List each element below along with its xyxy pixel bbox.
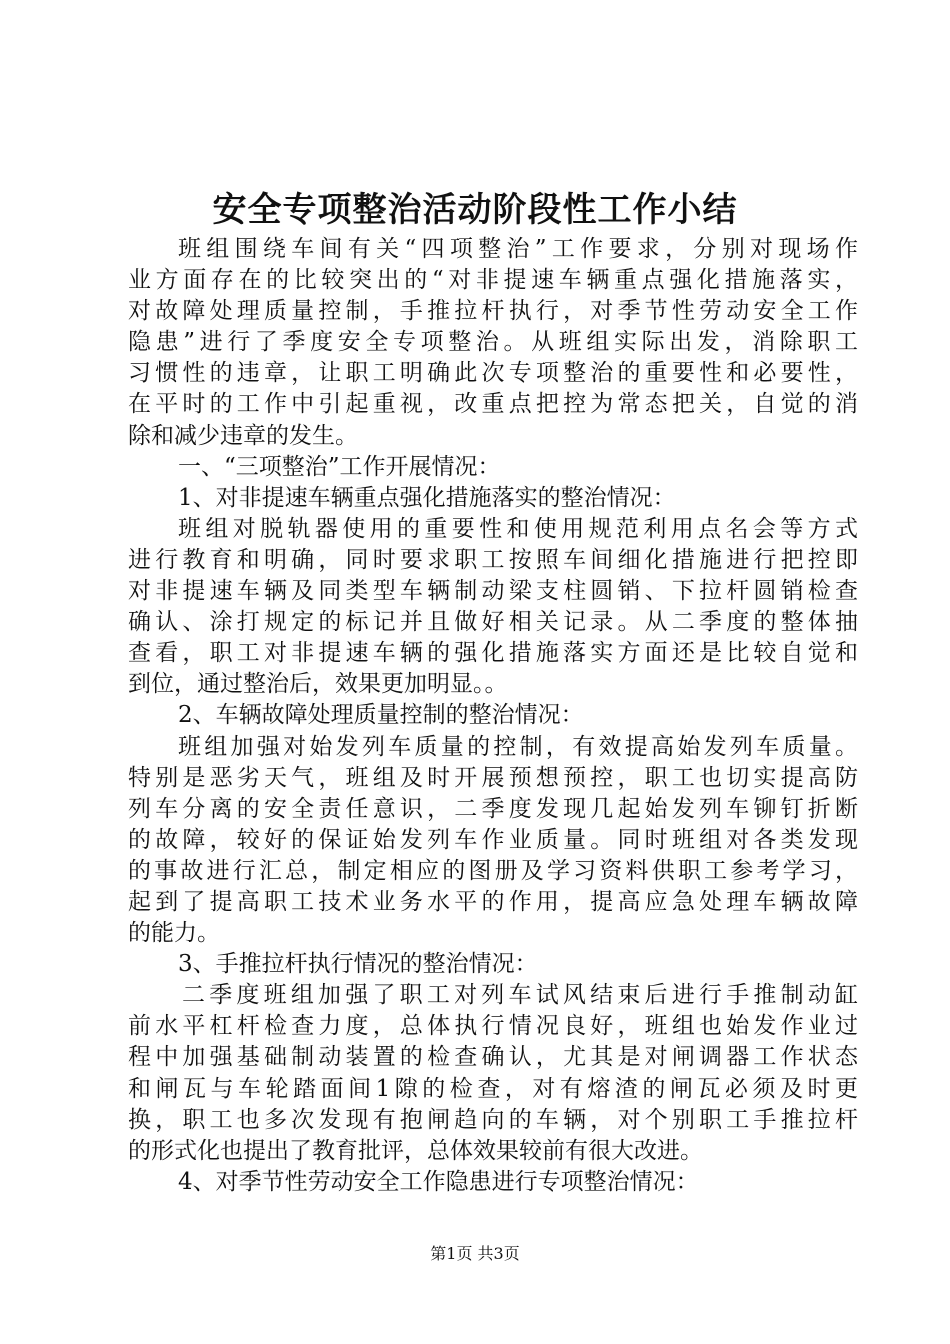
text-line: 班组围绕车间有关“四项整治”工作要求，分别对现场作	[178, 236, 858, 262]
text-line: 进行教育和明确，同时要求职工按照车间细化措施进行把控即	[128, 546, 858, 573]
section-heading: 一、“三项整治”工作开展情况：	[178, 453, 501, 480]
text-line: 换，职工也多次发现有抱闸趋向的车辆，对个别职工手推拉杆	[128, 1106, 858, 1133]
subsection-heading: 4、对季节性劳动安全工作隐患进行专项整治情况：	[178, 1168, 699, 1195]
text-line: 的形式化也提出了教育批评，总体效果较前有很大改进。	[128, 1137, 703, 1164]
text-line: 班组对脱轨器使用的重要性和使用规范利用点名会等方式	[178, 515, 858, 542]
text-line: 二季度班组加强了职工对列车试风结束后进行手推制动缸	[182, 982, 858, 1009]
document-body	[128, 234, 858, 1198]
text-line: 业方面存在的比较突出的“对非提速车辆重点强化措施落实，	[128, 267, 858, 294]
subsection-heading: 3、手推拉杆执行情况的整治情况：	[178, 951, 538, 978]
text-line: 查看，职工对非提速车辆的强化措施落实方面还是比较自觉和	[128, 640, 858, 667]
document-title: 安全专项整治活动阶段性工作小结	[212, 190, 738, 230]
page-number-footer: 第1页 共3页	[430, 1244, 520, 1263]
text-line: 除和减少违章的发生。	[128, 422, 358, 449]
text-line: 对故障处理质量控制，手推拉杆执行，对季节性劳动安全工作	[128, 298, 858, 325]
text-line: 班组加强对始发列车质量的控制，有效提高始发列车质量。	[178, 733, 858, 760]
text-line: 对非提速车辆及同类型车辆制动梁支柱圆销、下拉杆圆销检查	[128, 578, 858, 605]
text-line: 习惯性的违章，让职工明确此次专项整治的重要性和必要性，	[128, 360, 858, 387]
text-line: 到位，通过整治后，效果更加明显。。	[128, 671, 508, 698]
text-line: 特别是恶劣天气，班组及时开展预想预控，职工也切实提高防	[128, 764, 858, 791]
text-line: 列车分离的安全责任意识，二季度发现几起始发列车铆钉折断	[128, 795, 858, 822]
subsection-heading: 1、对非提速车辆重点强化措施落实的整治情况：	[178, 484, 676, 511]
text-line: 确认、涂打规定的标记并且做好相关记录。从二季度的整体抽	[128, 609, 858, 636]
text-line: 隐患”进行了季度安全专项整治。从班组实际出发，消除职工	[128, 329, 858, 356]
text-line: 的故障，较好的保证始发列车作业质量。同时班组对各类发现	[128, 826, 858, 853]
text-line: 起到了提高职工技术业务水平的作用，提高应急处理车辆故障	[128, 888, 858, 915]
text-line: 在平时的工作中引起重视，改重点把控为常态把关，自觉的消	[128, 391, 858, 418]
text-line: 前水平杠杆检查力度，总体执行情况良好，班组也始发作业过	[128, 1013, 858, 1040]
text-line: 的事故进行汇总，制定相应的图册及学习资料供职工参考学习，	[128, 857, 858, 884]
subsection-heading: 2、车辆故障处理质量控制的整治情况：	[178, 702, 584, 729]
text-line: 程中加强基础制动装置的检查确认，尤其是对闸调器工作状态	[128, 1044, 858, 1071]
text-line: 的能力。	[128, 920, 220, 947]
text-line: 和闸瓦与车轮踏面间1隙的检查，对有熔渣的闸瓦必须及时更	[128, 1075, 858, 1102]
